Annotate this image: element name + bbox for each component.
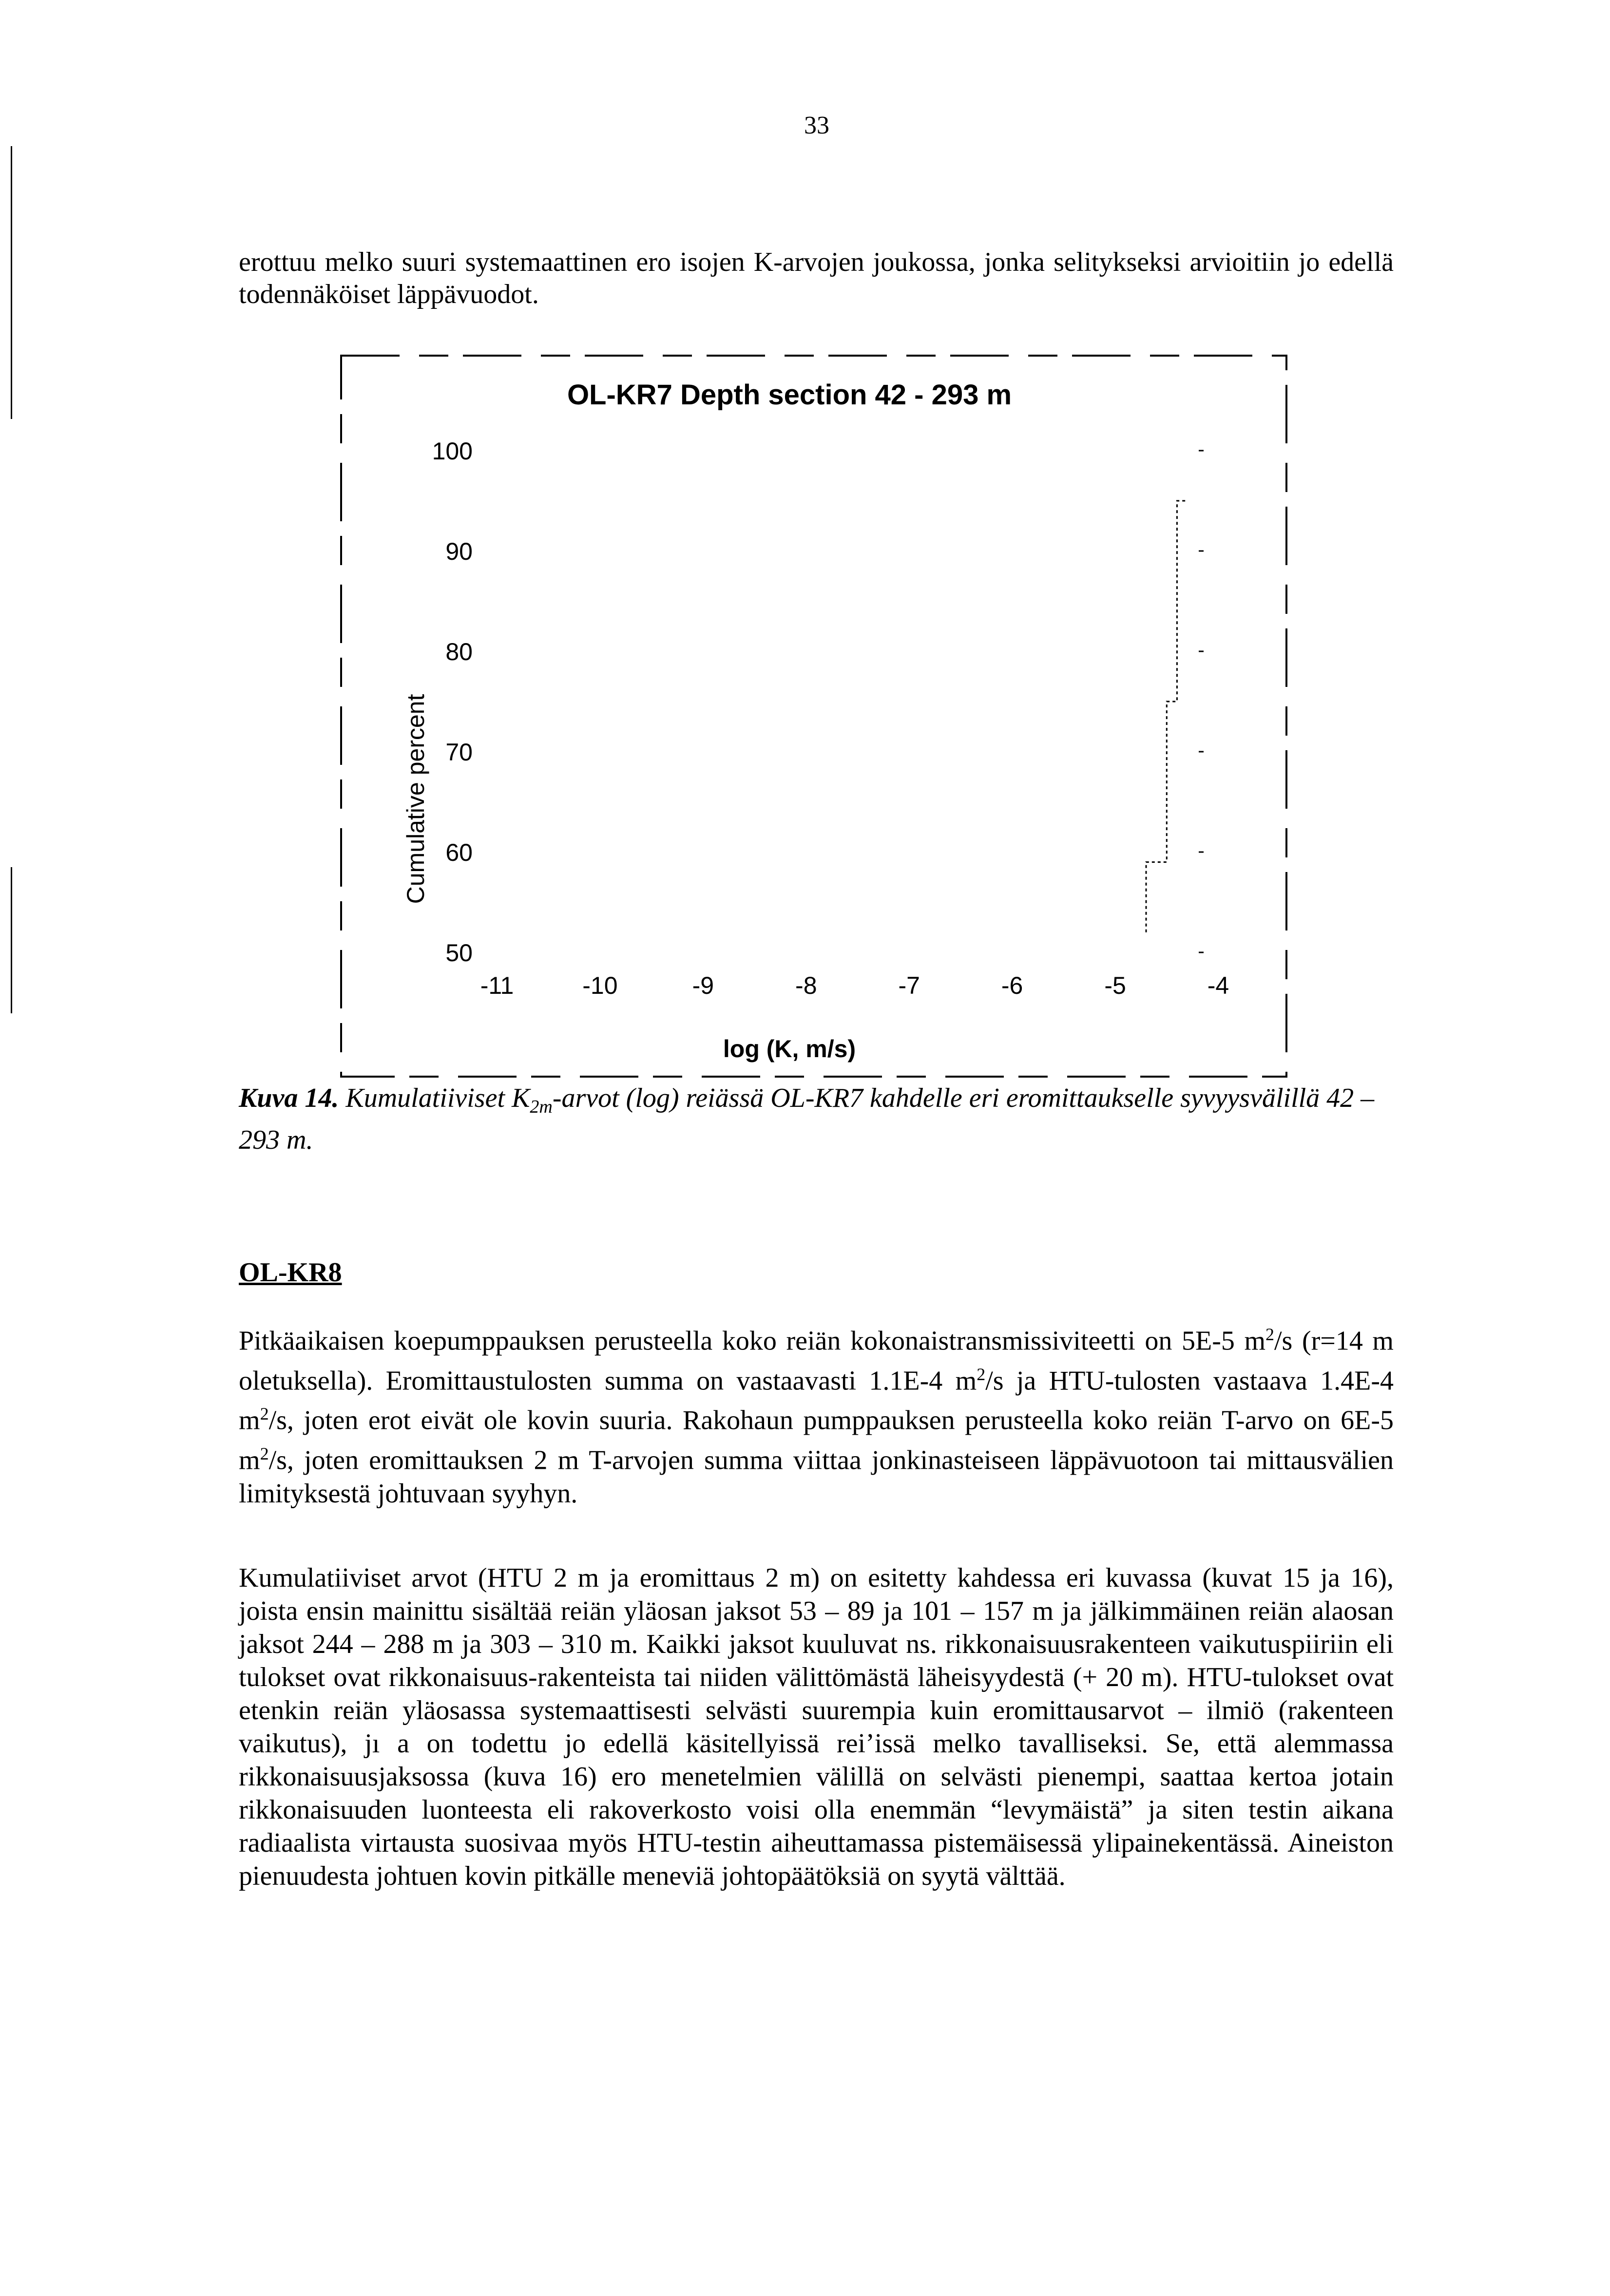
- x-tick-label: -9: [692, 972, 714, 999]
- page-number: 33: [804, 112, 829, 139]
- x-tick-labels: [480, 972, 1229, 999]
- scan-edge-line-left: [11, 146, 12, 419]
- y-tick-label: 60: [445, 839, 473, 866]
- y-tick-labels: [432, 437, 1204, 967]
- x-axis-label: log (K, m/s): [723, 1035, 856, 1063]
- p2-s3: /s ja HTU-tulosten vastaava 1.4E-4 m: [239, 1366, 1394, 1436]
- caption-text-1: Kumulatiiviset K: [339, 1083, 530, 1113]
- y-tick-label: 100: [432, 437, 473, 465]
- x-tick-label: -6: [1001, 972, 1023, 999]
- paragraph-kr8-transmissivity: [239, 1318, 1394, 1510]
- y-tick-label: 50: [445, 939, 473, 967]
- y-tick-label: 70: [445, 739, 473, 766]
- y-tick-label: 80: [445, 638, 473, 665]
- p2-sup-2: 2: [977, 1364, 986, 1384]
- paragraph-cumulative-values: Kumulatiiviset arvot (HTU 2 m ja eromittaus 2 m) on esitetty kahdessa eri kuvassa (kuvat 15 ja 16), joista ensin mainittu sisältää reiän yläosan jaksot 53 – 89 ja 101 – 157 m ja jälkimmäinen reiän alaosan jaksot 244 – 288 m ja 303 – 310 m. Kaikki jaksot kuuluvat ns. rikkonaisuusrakenteen vaikutuspiiriin eli tulokset ovat rikkonaisuus-rakenteista tai niiden välittömästä läheisyydestä (+ 20 m). HTU-tulokset ovat etenkin reiän yläosassa systemaattisesti selvästi suurempia kuin eromittausarvot – ilmiö (rakenteen vaikutus), jı a on todettu jo edellä käsitellyissä rei’issä melko tavalliseksi. Se, että alemmassa rikkonaisuusjaksossa (kuva 16) ero menetelmien välillä on selvästi pienempi, saattaa kertoa jotain rikkonaisuuden luonteesta eli rakoverkosto voisi olla enemmän “levymäistä” ja siten testin aikana radiaalista virtausta suosivaa myös HTU-testin aiheuttamassa pistemäisessä ylipainekentässä. Aineiston pienuudesta johtuen kovin pitkälle meneviä johtopäätöksiä on syytä välttää.: [239, 1563, 1394, 1891]
- x-tick-label: -8: [795, 972, 817, 999]
- p2-s2: /s (r=14 m oletuksella). Eromittaustulosten summa on vastaavasti 1.1E-4 m: [239, 1326, 1394, 1396]
- x-tick-label: -10: [582, 972, 618, 999]
- y-axis-label: Cumulative percent: [402, 694, 429, 904]
- p2-s5: /s, joten eromittauksen 2 m T-arvojen summa viittaa jonkinasteiseen läppävuotoon tai mittausvälien limityksestä johtuvaan syyhyn.: [239, 1445, 1394, 1509]
- series-group: [1146, 501, 1188, 932]
- x-tick-label: -5: [1104, 972, 1126, 999]
- chart-title: OL-KR7 Depth section 42 - 293 m: [567, 379, 1012, 411]
- caption-text-2: -arvot (log) reiässä OL-KR7 kahdelle eri eromittaukselle syvyysvälillä 42 – 293 m.: [239, 1083, 1375, 1156]
- p2-sup-1: 2: [1265, 1325, 1274, 1344]
- p2-sup-4: 2: [260, 1443, 269, 1463]
- chart-frame: [341, 356, 1286, 1077]
- x-tick-label: -7: [898, 972, 920, 999]
- p2-s4: /s, joten erot eivät ole kovin suuria. Rakohaun pumppauksen perusteella koko reiän T-arvo on 6E-5 m: [239, 1405, 1394, 1476]
- section-heading: OL-KR8: [239, 1257, 342, 1288]
- cumulative-percent-chart: [336, 341, 1291, 1082]
- caption-subscript: 2m: [530, 1097, 553, 1118]
- caption-label: Kuva 14.: [239, 1083, 339, 1113]
- x-tick-label: -11: [480, 972, 514, 999]
- y-tick-label: 90: [445, 538, 473, 565]
- figure-caption: [239, 1082, 1394, 1157]
- p2-s1: Pitkäaikaisen koepumppauksen perusteella koko reiän kokonaistransmissiviteetti on 5E-5 m: [239, 1326, 1265, 1356]
- x-tick-label: -4: [1207, 972, 1229, 999]
- intro-paragraph: erottuu melko suuri systemaattinen ero isojen K-arvojen joukossa, jonka selitykseksi arvioitiin jo edellä todennäköiset läppävuodot.: [239, 247, 1394, 309]
- scan-edge-line-left-lower: [11, 867, 12, 1013]
- p2-sup-3: 2: [260, 1404, 269, 1424]
- series-line: [1146, 501, 1188, 932]
